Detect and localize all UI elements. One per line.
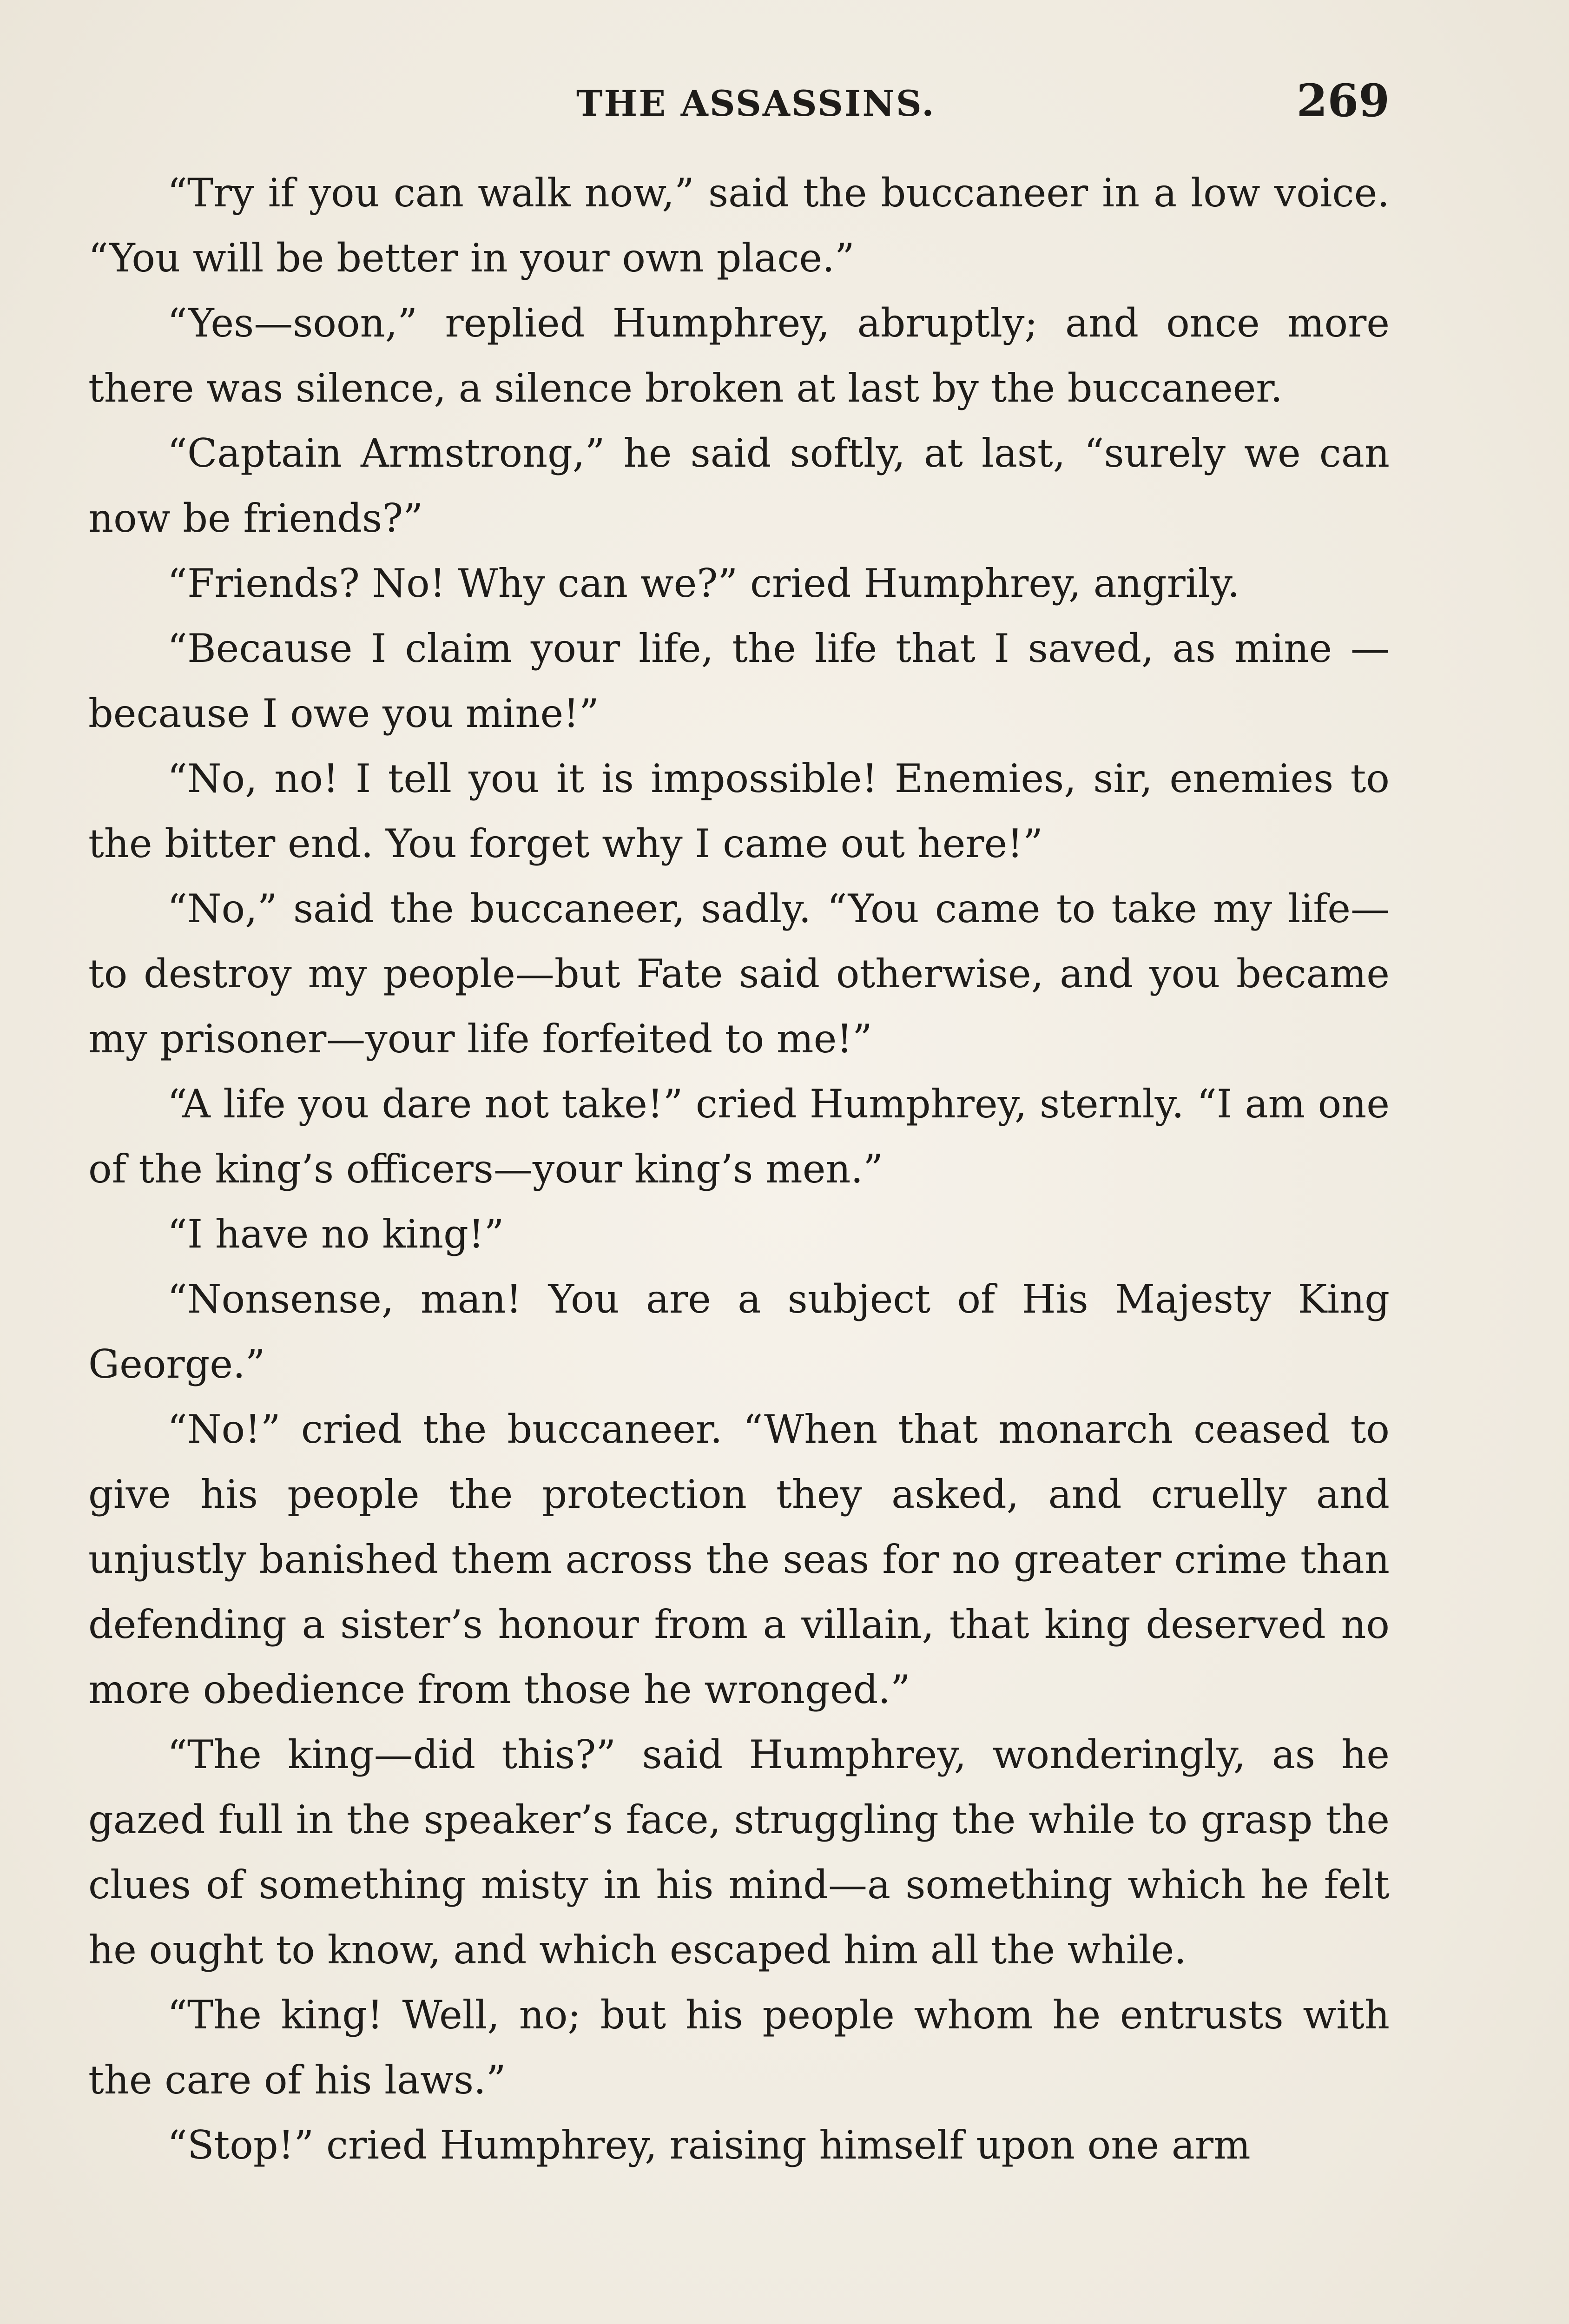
page-number: 269 — [1296, 74, 1390, 127]
paragraph: “No!” cried the buccaneer. “When that monarch ceased to give his people the protection they asked, and cruelly and unjustly banished them across the seas for no greater crime than defending a sister’s honour from a villain, that king deserved no more obedience from those he wronged.” — [88, 1406, 1390, 1712]
running-head — [88, 74, 1390, 130]
paragraph: “Nonsense, man! You are a subject of His Majesty King George.” — [88, 1276, 1390, 1387]
paragraph: “Friends? No! Why can we?” cried Humphrey, angrily. — [167, 561, 1240, 606]
paragraph: “No,” said the buccaneer, sadly. “You came to take my life—to destroy my people—but Fate said otherwise, and you became my prisoner—your life forfeited to me!” — [88, 886, 1390, 1062]
paragraph: “Captain Armstrong,” he said softly, at last, “surely we can now be friends?” — [88, 430, 1390, 541]
chapter-title: THE ASSASSINS. — [576, 83, 936, 124]
paragraph: “Yes—soon,” replied Humphrey, abruptly; and once more there was silence, a silence broken at last by the buccaneer. — [88, 300, 1390, 411]
paragraph: “A life you dare not take!” cried Humphrey, sternly. “I am one of the king’s officers—your king’s men.” — [88, 1081, 1390, 1192]
paragraph: “Stop!” cried Humphrey, raising himself upon one arm — [167, 2122, 1251, 2168]
paragraph: “Because I claim your life, the life that I saved, as mine —because I owe you mine!” — [88, 626, 1390, 736]
paragraph: “The king! Well, no; but his people whom he entrusts with the care of his laws.” — [88, 1992, 1390, 2103]
paragraph: “The king—did this?” said Humphrey, wonderingly, as he gazed full in the speaker’s face, struggling the while to grasp the clues of something misty in his mind—a something which he felt he ought to know, and which escaped him all the while. — [88, 1732, 1390, 1973]
paragraph: “I have no king!” — [167, 1211, 504, 1257]
paragraph: “No, no! I tell you it is impossible! Enemies, sir, enemies to the bitter end. You forget why I came out here!” — [88, 756, 1390, 866]
body-text — [88, 160, 1390, 2178]
paragraph: “Try if you can walk now,” said the buccaneer in a low voice. “You will be better in your own place.” — [88, 170, 1390, 281]
